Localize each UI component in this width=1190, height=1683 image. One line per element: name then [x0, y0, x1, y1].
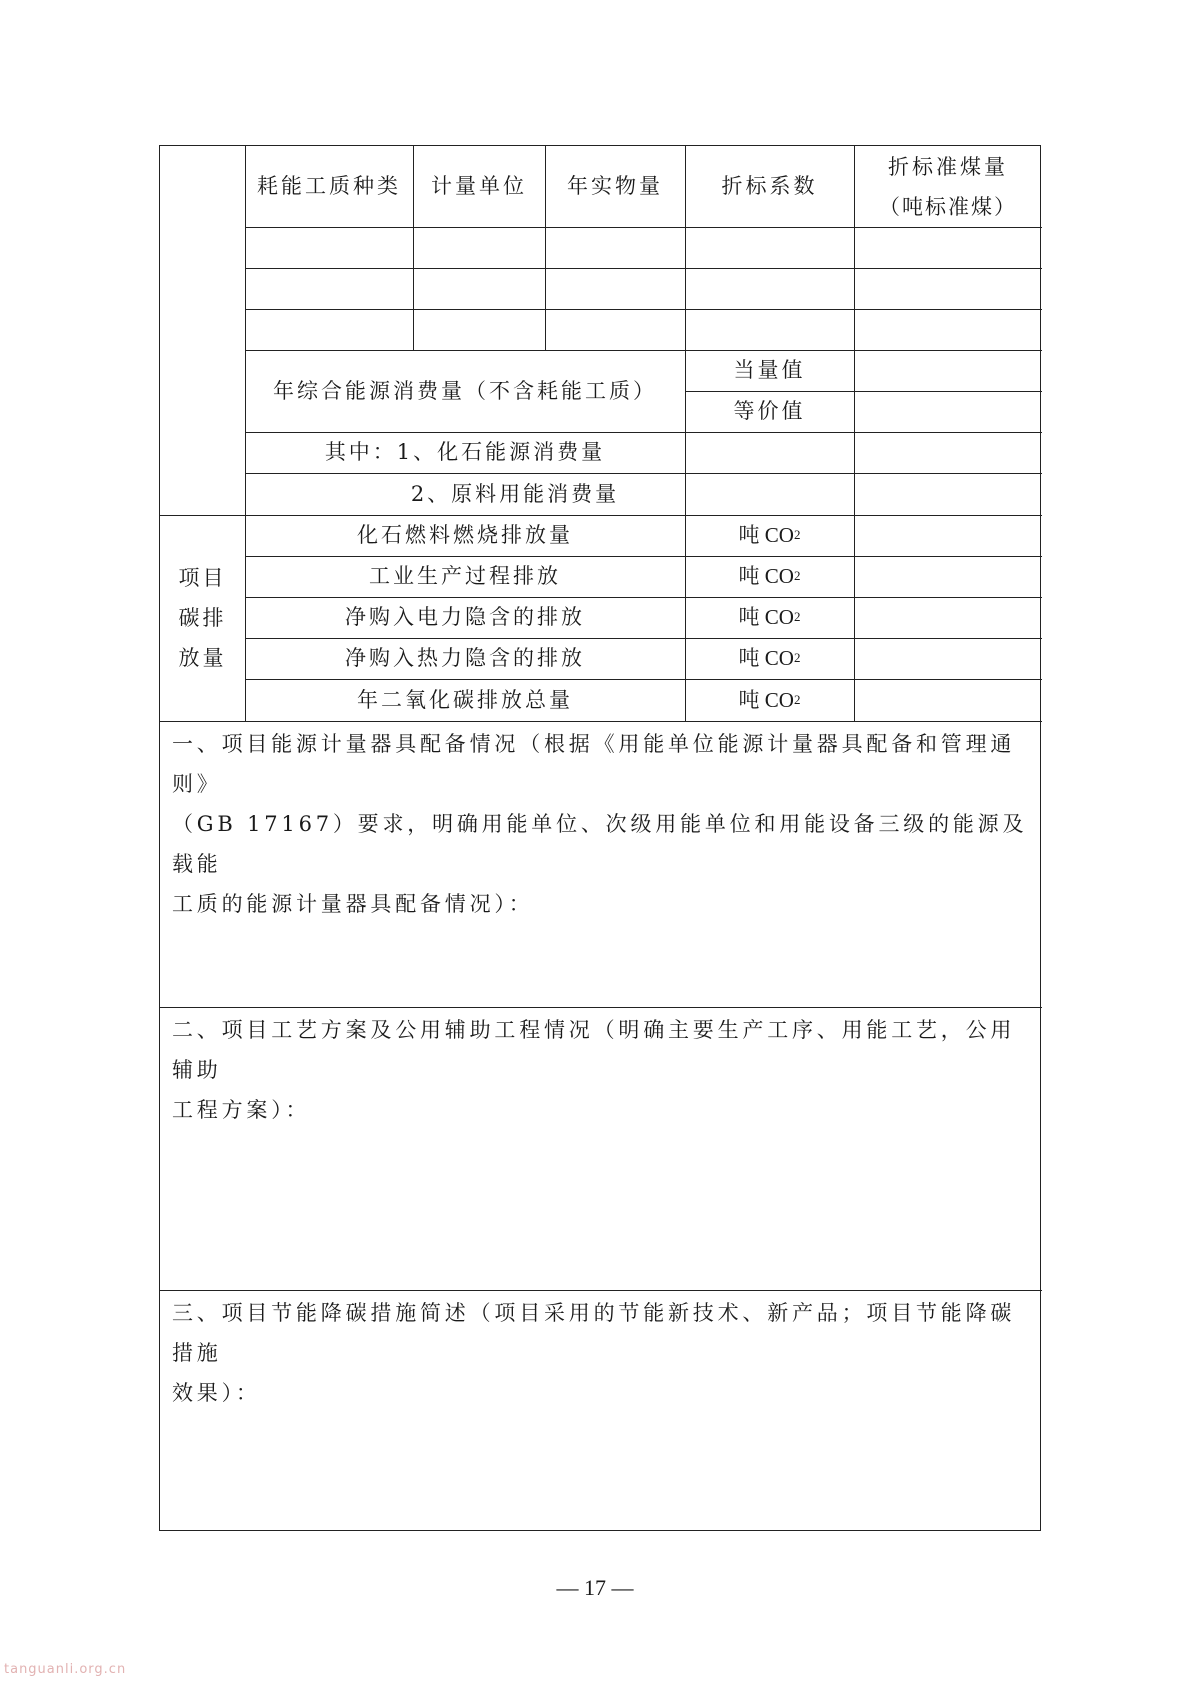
rule [854, 146, 855, 721]
section-line: 工质的能源计量器具配备情况）： [172, 892, 534, 916]
section-line: 工程方案）： [172, 1098, 311, 1122]
emission-label: 化石燃料燃烧排放量 [357, 523, 573, 548]
header-annual-quantity: 年实物量 [567, 174, 663, 199]
header-std-coal [854, 146, 1042, 227]
rule [160, 721, 1042, 722]
section-line: （GB 17167）要求，明确用能单位、次级用能单位和用能设备三级的能源及载能 [172, 812, 1028, 876]
header-medium-type: 耗能工质种类 [257, 174, 401, 199]
carbon-emission-section-label [160, 515, 245, 721]
section-process-plan [172, 1010, 1034, 1130]
equal-price-value-label: 等价值 [733, 399, 806, 424]
header-std-coal-unit: （吨标准煤） [879, 194, 1017, 219]
emission-label: 净购入热力隐含的排放 [345, 646, 585, 671]
header-unit: 计量单位 [431, 174, 527, 199]
rule [160, 1007, 1042, 1008]
energy-carbon-form [159, 145, 1041, 1531]
rule [245, 227, 1042, 228]
section-metering-equipment [172, 724, 1034, 924]
header-std-coal-title: 折标准煤量 [888, 154, 1008, 179]
emission-unit: 吨 CO 2 [738, 523, 801, 548]
emission-label: 工业生产过程排放 [369, 564, 561, 589]
rule [160, 1290, 1042, 1291]
raw-material-consumption-label: 2、原料用能消费量 [410, 481, 620, 506]
watermark: tanguanli.org.cn [4, 1662, 127, 1677]
annual-consumption-label: 年综合能源消费量（不含耗能工质） [273, 378, 657, 403]
emission-label: 净购入电力隐含的排放 [345, 605, 585, 630]
header-conversion-coef: 折标系数 [721, 174, 818, 199]
page-number: — 17 — [556, 1575, 634, 1600]
carbon-label-line: 项目 [178, 566, 227, 590]
rule [245, 268, 1042, 269]
equivalent-value-label: 当量值 [733, 358, 806, 383]
section-line: 效果）： [172, 1381, 261, 1405]
emission-label: 年二氧化碳排放总量 [357, 687, 573, 712]
emission-unit: 吨 CO 2 [738, 646, 801, 671]
carbon-label-line: 放量 [178, 646, 227, 670]
section-energy-saving-measures [172, 1293, 1034, 1413]
fossil-consumption-label: 其中：1、化石能源消费量 [324, 440, 606, 465]
section-line: 一、项目能源计量器具配备情况（根据《用能单位能源计量器具配备和管理通则》 [172, 732, 1016, 796]
section-line: 三、项目节能降碳措施简述（项目采用的节能新技术、新产品；项目节能降碳措施 [172, 1301, 1016, 1365]
emission-unit: 吨 CO 2 [738, 564, 801, 589]
rule [245, 309, 1042, 310]
section-line: 二、项目工艺方案及公用辅助工程情况（明确主要生产工序、用能工艺，公用辅助 [172, 1018, 1016, 1082]
emission-unit: 吨 CO 2 [738, 687, 801, 712]
emission-unit: 吨 CO 2 [738, 605, 801, 630]
carbon-label-line: 碳排 [178, 606, 227, 630]
